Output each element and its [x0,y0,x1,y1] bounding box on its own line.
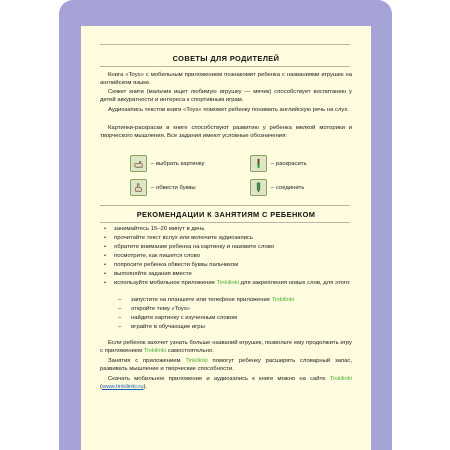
section-title-parents: СОВЕТЫ ДЛЯ РОДИТЕЛЕЙ [172,54,280,63]
list-item: • обратите внимание ребенка на картинку и назовите слово [104,244,275,250]
pencil-icon [250,179,267,196]
list-item: • попросите ребенка обвести буквы пальчиком [104,262,239,268]
legend-item-trace: – обвести буквы [130,179,196,196]
legend-item-connect: – соединить [250,179,304,196]
paragraph-benefits: Занятия с приложением Tinkilinki помогут ребенку расширять словарный запас, развивать мышление и творческие способности. [100,358,352,373]
paragraph-plot: Сюжет книги (мальчик ищет любимую игрушку — мячик) способствует воспитанию у детей аккуратности и интереса к спортивным играм. [100,89,352,104]
top-rule [100,44,350,45]
sub-list-item: – откройте тему «Toys» [118,306,191,312]
list-item: • посмотрите, как пишется слово [104,253,201,259]
section-title-recommendations: РЕКОМЕНДАЦИИ К ЗАНЯТИЯМ С РЕБЕНКОМ [136,210,316,219]
list-item: • занимайтесь 15–20 минут в день [104,226,205,232]
paragraph-download: Скачать мобильное приложение и аудиозапись к книге можно на сайте Tinkilinki (www.tinkilinki.ru). [100,376,352,391]
paragraph-continue: Если ребенок захочет узнать больше названий игрушек, позвольте ему продолжить игру с приложением Tinkilinki самостоятельно. [100,340,352,355]
legend-item-color: – раскрасить [250,155,307,172]
rule-under-title [100,66,350,67]
tracing-hand-icon [130,179,147,196]
list-item-app: • используйте мобильное приложение Tinkilinki для закрепления новых слов, для этого: [104,280,351,286]
site-link[interactable]: www.tinkilinki.ru [101,384,144,391]
sub-list-item: – играйте в обучающие игры [118,324,205,330]
list-item: • прочитайте текст вслух или включите аудиозапись [104,235,253,241]
paint-brush-icon [250,155,267,172]
legend-item-choose: – выбрать картинку [130,155,204,172]
brand-link[interactable]: Tinkilinki [329,376,352,382]
paragraph-audio: Аудиозапись текстов книги «Toys» поможет ребенку понимать английскую речь на слух. [108,107,349,113]
rule-above-section2 [100,205,350,206]
pointing-hand-icon [130,155,147,172]
rule-under-section2 [100,222,350,223]
paragraph-coloring: Картинки-раскраски в книге способствуют развитию у ребенка мелкой моторики и творческого мышления. Все задания имеют условные обозначения: [100,125,352,140]
sub-list-item: – запустите на планшете или телефоне приложение Tinkilinki [118,297,295,303]
paragraph-intro: Книга «Toys» с мобильным приложением познакомит ребенка с названиями игрушек на английском языке. [100,72,352,87]
list-item: • выполняйте задания вместе [104,271,192,277]
sub-list-item: – найдите картинку с изученным словом [118,315,238,321]
